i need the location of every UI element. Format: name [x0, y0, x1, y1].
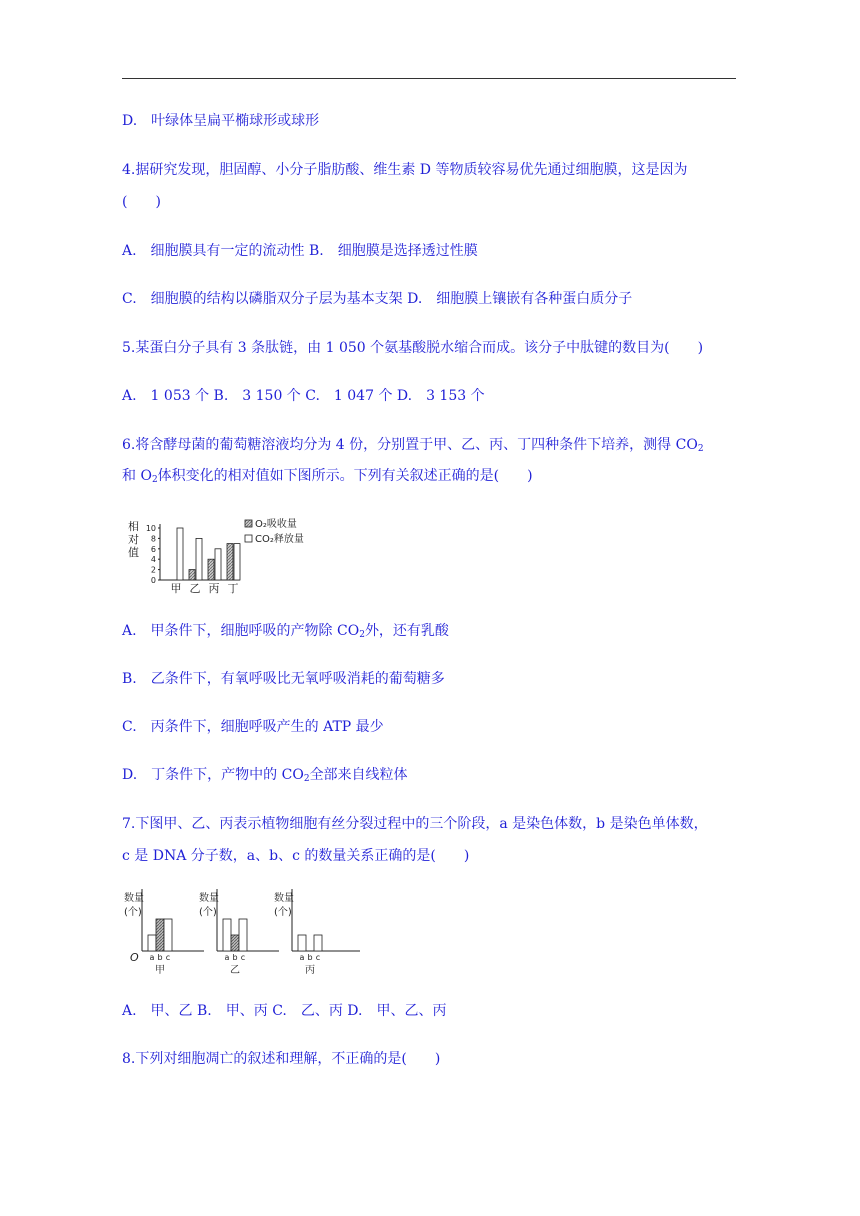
header-rule: [122, 78, 736, 79]
q5-stem: 5.某蛋白分子具有 3 条肽链，由 1 050 个氨基酸脱水缩合而成。该分子中肽键的数目为( ): [122, 340, 704, 356]
y-axis-label: 数量: [199, 893, 219, 904]
y-tick-label: 10: [145, 524, 156, 533]
q6-option-c: C. 丙条件下，细胞呼吸产生的 ATP 最少: [122, 719, 384, 735]
panel-title: 甲: [155, 965, 165, 976]
bar: [239, 919, 247, 951]
x-tick-label: b: [157, 953, 163, 962]
x-tick-label: b: [307, 953, 313, 962]
bar: [156, 919, 164, 951]
y-axis-label-char: 对: [128, 533, 139, 546]
x-tick-label: 乙: [189, 582, 201, 595]
legend-swatch: [245, 535, 252, 542]
q4-bracket: ( ): [122, 194, 161, 210]
bar: [234, 544, 240, 580]
bar: [148, 935, 156, 951]
bar: [196, 538, 202, 580]
q7-figure: [120, 885, 360, 989]
x-tick-label: a: [149, 953, 155, 962]
y-axis-label-char: 相: [128, 520, 139, 533]
q8-stem: 8.下列对细胞凋亡的叙述和理解，不正确的是( ): [122, 1051, 441, 1067]
bar: [223, 919, 231, 951]
bar: [298, 935, 306, 951]
y-tick-label: 4: [150, 555, 156, 565]
y-axis-label-char: 值: [128, 546, 139, 559]
x-tick-label: a: [299, 953, 305, 962]
y-tick-label: 0: [150, 576, 156, 585]
y-tick-label: 2: [150, 565, 156, 575]
y-tick-label: 8: [150, 534, 156, 544]
q5-options: A. 1 053 个 B. 3 150 个 C. 1 047 个 D. 3 153 个: [122, 388, 485, 404]
y-axis-label: 数量: [124, 893, 144, 904]
x-tick-label: c: [165, 953, 171, 962]
x-tick-label: c: [315, 953, 321, 962]
x-tick-label: 丙: [208, 582, 220, 595]
bar: [314, 935, 322, 951]
panel-title: 丙: [305, 965, 315, 976]
panel-title: 乙: [230, 965, 240, 976]
q4-options-ab: A. 细胞膜具有一定的流动性 B. 细胞膜是选择透过性膜: [122, 243, 478, 259]
legend-label: CO₂释放量: [255, 534, 304, 545]
x-tick-label: a: [224, 953, 230, 962]
q4-stem: 4.据研究发现，胆固醇、小分子脂肪酸、维生素 D 等物质较容易优先通过细胞膜，这是因为: [122, 162, 688, 178]
bar: [215, 549, 221, 580]
bar: [164, 919, 172, 951]
x-tick-label: c: [240, 953, 246, 962]
q7-stem-line2: c 是 DNA 分子数，a、b、c 的数量关系正确的是( ): [122, 848, 470, 864]
x-tick-label: 甲: [170, 582, 182, 595]
y-axis-label-unit: (个): [274, 907, 292, 918]
y-axis-label: 数量: [274, 893, 294, 904]
bar: [177, 528, 183, 580]
q7-options: A. 甲、乙 B. 甲、丙 C. 乙、丙 D. 甲、乙、丙: [122, 1003, 447, 1019]
q7-stem-line1: 7.下图甲、乙、丙表示植物细胞有丝分裂过程中的三个阶段，a 是染色体数，b 是染色单体数，: [122, 816, 708, 832]
q3-option-d: D. 叶绿体呈扁平椭球形或球形: [122, 113, 320, 129]
y-tick-label: 6: [150, 544, 156, 554]
y-axis-label-unit: (个): [124, 907, 142, 918]
bar: [231, 935, 239, 951]
origin-label: O: [130, 951, 139, 964]
x-tick-label: b: [232, 953, 238, 962]
q6-option-a: A. 甲条件下，细胞呼吸的产物除 $CO_2$外，还有乳酸: [122, 623, 449, 640]
q4-options-cd: C. 细胞膜的结构以磷脂双分子层为基本支架 D. 细胞膜上镶嵌有各种蛋白质分子: [122, 291, 633, 307]
legend-swatch: [245, 520, 252, 527]
q6-figure: [120, 518, 320, 602]
legend-label: O₂吸收量: [255, 519, 297, 530]
q6-stem-line2: 和 $O_2$体积变化的相对值如下图所示。下列有关叙述正确的是( ): [122, 468, 533, 485]
q6-stem-line1: 6.将含酵母菌的葡萄糖溶液均分为 4 份，分别置于甲、乙、丙、丁四种条件下培养，测得 $CO_2$: [122, 437, 704, 454]
y-axis-label-unit: (个): [199, 907, 217, 918]
bar: [208, 559, 214, 580]
bar: [227, 544, 233, 580]
x-tick-label: 丁: [227, 582, 239, 595]
bar: [189, 570, 195, 580]
q6-option-b: B. 乙条件下，有氧呼吸比无氧呼吸消耗的葡萄糖多: [122, 671, 445, 687]
q6-option-d: D. 丁条件下，产物中的 $CO_2$全部来自线粒体: [122, 767, 408, 784]
